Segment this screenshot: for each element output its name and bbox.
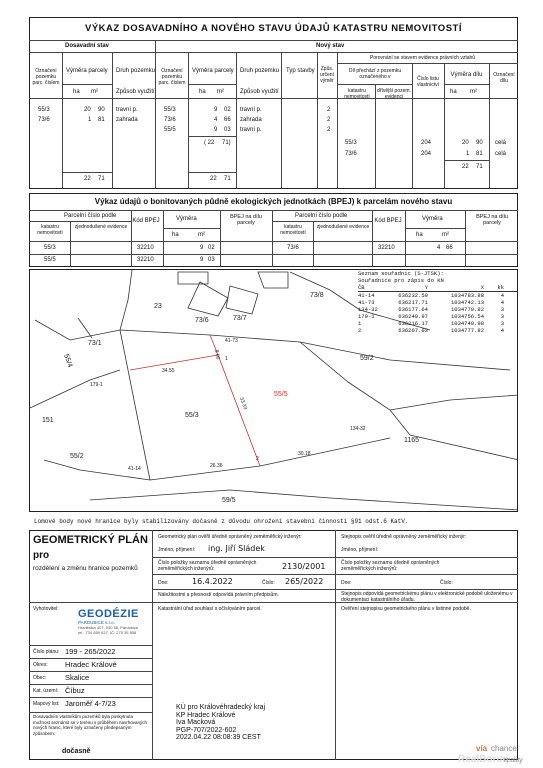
new-col-building: Typ stavby — [286, 68, 315, 74]
bpej-col-ha: ha — [172, 232, 179, 238]
table-cell: 32210 — [137, 257, 154, 263]
permit-label: Číslo položky seznamu úředně oprávněných zeměměřických inženýrů: — [158, 560, 257, 572]
table-cell: 66 — [224, 117, 231, 123]
table-cell: 55/5 — [164, 127, 176, 133]
stamp-line: KÚ pro Královéhradecký kraj — [176, 704, 266, 711]
plan-field-value: Jaroměř 4-7/23 — [65, 699, 116, 708]
map-label: 59/2 — [360, 355, 374, 362]
old-col-parcel: Označení pozemku parc. číslem — [32, 68, 60, 86]
table-cell: 55/3 — [345, 140, 357, 146]
company-tel: tel.: 734 859 637, IČ: 275 35 858 — [78, 630, 137, 635]
cmp-col-kn: katastru nemovitostí — [344, 88, 370, 100]
table-cell: 55/5 — [44, 257, 56, 263]
cmp-col-lv: Číslo listu vlastnictví — [417, 76, 439, 88]
table-cell: 20 — [462, 140, 469, 146]
page-title: VÝKAZ DOSAVADNÍHO A NOVÉHO STAVU ÚDAJŮ KATASTRU NEMOVITOSTÍ — [85, 23, 462, 34]
bpej-col-area: Výměra — [422, 216, 443, 222]
copy-certified: Stejnopis ověřil úředně oprávněný zeměměřický inženýr: — [341, 534, 467, 540]
disclaimer: Dosavadním vlastníkům pozemků byla poskytnuta možnost seznámit se v terénu s průběhem navrhovaných nových hranic, které byly označeny předepsaným způsobem: — [33, 714, 148, 736]
new-state-label: Nový stav — [316, 43, 345, 49]
coords-cell: 1034749.98 — [450, 320, 484, 327]
bpej-col-parcel: Parcelní číslo podle — [295, 213, 348, 219]
bpej-col-simple: zjednodušené evidence — [316, 224, 370, 230]
table-cell: 2 — [327, 117, 331, 123]
map-label: 55/3 — [185, 412, 199, 419]
stamp-line: 2022.04.22 08:08:39 CEST — [176, 734, 261, 741]
map-label: 1165 — [404, 437, 420, 444]
coords-cell: 41-14 — [358, 292, 375, 299]
copy-number-label: Číslo: — [440, 580, 453, 586]
coords-cell: 3 — [500, 306, 504, 313]
plan-fields — [29, 645, 152, 710]
table-cell: 55/3 — [164, 107, 176, 113]
table-cell: 73/6 — [38, 117, 50, 123]
stamp-line: PGP-707/2022-602 — [176, 726, 237, 734]
plan-field — [29, 697, 152, 710]
table-cell: 03 — [224, 127, 231, 133]
map-label: 41-73 — [225, 338, 238, 344]
bpej-col-kn: katastru nemovitostí — [37, 224, 63, 236]
coords-cell: 636216.17 — [398, 320, 428, 327]
company-name: GEODÉZIE — [78, 608, 139, 620]
table-cell: 73/6 — [287, 245, 299, 251]
copy-date-label: Dne: — [341, 580, 352, 586]
old-col-use: Způsob využití — [116, 89, 155, 95]
coords-rows — [358, 292, 518, 334]
old-col-kind: Druh pozemku — [116, 68, 156, 74]
coords-cell: 636177.64 — [398, 306, 428, 313]
map-label: 2 — [256, 456, 259, 462]
bpej-col-area: Výměra — [176, 216, 197, 222]
map-label: 73/6 — [195, 317, 209, 324]
new-paren-m2a: ( 22 — [204, 140, 215, 146]
cmp-total-m2a: 22 — [462, 164, 469, 170]
table-cell: 90 — [476, 140, 483, 146]
table-cell: 2 — [327, 127, 331, 133]
bpej-col-part: BPEJ na dílu parcely — [476, 214, 508, 226]
coords-cell: 636232.50 — [398, 292, 428, 299]
map-note: Lomové body nové hranice byly stabilizovány dočasně z důvodu ohrožení stavební činností §91 odst.6 KatV. — [34, 518, 409, 525]
bpej-col-parcel: Parcelní číslo podle — [64, 213, 117, 219]
new-col-area: Výměra parcely — [192, 68, 234, 74]
coords-cell: 4 — [500, 292, 504, 299]
map-label: 55/2 — [70, 453, 84, 460]
old-total-m2b: 71 — [98, 176, 105, 182]
plan-title: GEOMETRICKÝ PLÁN — [33, 534, 148, 546]
cmp-col-area: Výměra dílu — [450, 72, 483, 78]
table-cell: 4 — [214, 117, 218, 123]
map-label: 1 — [225, 356, 228, 362]
watermark-part: reality — [504, 757, 523, 764]
table-cell: celá — [495, 151, 507, 157]
coords-cell: 3 — [500, 320, 504, 327]
coords-row — [358, 299, 518, 306]
company-logo — [78, 608, 150, 640]
coords-cell: 2 — [358, 327, 362, 334]
plan-field — [29, 671, 152, 684]
table-cell: 20 — [84, 107, 91, 113]
name-label: Jméno, příjmení: — [158, 547, 196, 553]
copy-agreed: Ověření stejnopisu geometrického plánu v listinné podobě. — [341, 606, 471, 612]
coords-col: X — [480, 284, 484, 291]
coords-cell: 1 — [358, 320, 362, 327]
map-label: 151 — [42, 417, 54, 424]
bpej-col-ha: ha — [416, 232, 423, 238]
coords-col: kk — [497, 284, 504, 291]
map-label: 73/1 — [88, 340, 102, 347]
coords-cell: 1034783.88 — [450, 292, 484, 299]
bpej-col-code: Kód BPEJ — [374, 218, 402, 224]
table-cell: travní p. — [240, 107, 262, 113]
map-label: 33.33 — [238, 396, 249, 411]
permit-value: 2130/2001 — [282, 562, 326, 571]
map-label: 23 — [154, 303, 162, 310]
coords-cell: 3 — [500, 313, 504, 320]
table-cell: 1 — [466, 151, 470, 157]
plan-field — [29, 658, 152, 671]
table-cell: 02 — [224, 107, 231, 113]
number-value: 265/2022 — [285, 577, 324, 586]
number-label: Číslo: — [262, 580, 275, 586]
plan-field-label: Kat. území: — [33, 688, 59, 694]
table-cell: zahrada — [116, 117, 138, 123]
bpej-col-m2: m² — [198, 232, 205, 238]
watermark-part: RealBoruq — [458, 754, 509, 765]
map-label: 26.36 — [210, 463, 223, 469]
coords-col: ČB — [358, 284, 365, 291]
bpej-title: Výkaz údajů o bonitovaných půdně ekologických jednotkách (BPEJ) k parcelám nového stavu — [94, 197, 453, 206]
map-label: 55/4 — [62, 353, 74, 369]
table-cell: travní p. — [116, 107, 138, 113]
coords-row — [358, 292, 518, 299]
table-cell: 204 — [421, 140, 432, 146]
map-label: 30.18 — [298, 451, 311, 457]
watermark-part: vía — [476, 744, 488, 753]
table-cell: 81 — [98, 117, 105, 123]
certified-by: Geometrický plán ověřil úředně oprávněný zeměměřický inženýr: — [158, 534, 302, 540]
plan-field-label: Mapový list: — [33, 701, 60, 707]
table-cell: 2 — [327, 107, 331, 113]
table-cell: 73/6 — [164, 117, 176, 123]
digital-stamp — [176, 704, 326, 742]
new-col-ha: ha — [199, 89, 206, 95]
coords-row — [358, 320, 518, 327]
plan-field — [29, 684, 152, 697]
plan-purpose: rozdělení a změnu hranice pozemků — [33, 565, 138, 572]
cmp-total-m2b: 71 — [476, 164, 483, 170]
table-cell: travní p. — [240, 127, 262, 133]
map-label: 34.55 — [162, 368, 175, 374]
coordinates-list — [358, 270, 518, 334]
map-label: 134-32 — [350, 426, 366, 432]
old-state-label: Dosavadní stav — [65, 43, 110, 49]
stamp-line: KP Hradec Králové — [176, 711, 236, 719]
map-label: 55/5 — [274, 391, 288, 398]
table-cell: 55/3 — [44, 245, 56, 251]
maker-label: Vyhotovitel: — [33, 606, 59, 612]
coords-cell: 4 — [500, 327, 504, 334]
date-label: Dne: — [158, 580, 169, 586]
table-cell: 03 — [208, 257, 215, 263]
table-cell: 90 — [98, 107, 105, 113]
bpej-col-m2: m² — [442, 232, 449, 238]
plan-field-label: Číslo plánu: — [33, 649, 60, 655]
table-cell: 73/6 — [345, 151, 357, 157]
map-label: 59/5 — [222, 497, 236, 504]
table-cell: celá — [495, 140, 507, 146]
new-col-parcel: Označení pozemku parc. číslem — [158, 68, 186, 86]
bpej-col-part: BPEJ na dílu parcely — [230, 214, 262, 226]
comparison-label: Porovnání se stavem evidence právních vztahů — [370, 55, 476, 61]
copy-permit-label: Číslo položky seznamu úředně oprávněných zeměměřických inženýrů: — [341, 560, 440, 572]
cmp-col-part: Označení dílu — [493, 72, 515, 84]
table-cell: 55/3 — [38, 107, 50, 113]
coords-col: Y — [424, 284, 428, 291]
new-col-use: Způsob využití — [240, 89, 279, 95]
plan-field-value: Číbuz — [65, 686, 85, 695]
table-cell: 32210 — [378, 245, 395, 251]
coords-cell: 179-1 — [358, 313, 375, 320]
stamp-line: Iva Macková — [176, 719, 216, 726]
date-value: 16.4.2022 — [192, 577, 233, 586]
company-sub: PARDUBICE s.r.o. — [78, 620, 115, 625]
new-col-method: Způs. určení výměr — [320, 66, 334, 84]
copy-note: Stejnopis odpovídá geometrickému plánu v elektronické podobě uloženému v dokumentaci katastrálního úřadu. — [341, 591, 513, 603]
cmp-col-m2: m² — [470, 89, 477, 95]
table-cell: 204 — [421, 151, 432, 157]
coords-row — [358, 306, 518, 313]
watermark-part: chance — [491, 744, 517, 753]
map-label: 73/7 — [233, 315, 247, 322]
company-addr: Hradlistka 407, 530 56, Pardubice — [78, 625, 139, 630]
coords-cell: 636207.03 — [398, 327, 428, 334]
coords-cell: 41-73 — [358, 299, 375, 306]
table-cell: 9 — [200, 245, 204, 251]
copy-name-label: Jméno, příjmení: — [341, 547, 379, 553]
plan-field-value: Hradec Králové — [65, 660, 117, 669]
bpej-col-simple: zjednodušené evidence — [74, 224, 128, 230]
new-paren-m2b: 71) — [222, 140, 231, 146]
old-col-m2: m² — [91, 89, 98, 95]
plan-field-label: Okres: — [33, 662, 48, 668]
cmp-col-ha: ha — [450, 89, 457, 95]
table-cell: 66 — [446, 245, 453, 251]
table-cell: 32210 — [137, 245, 154, 251]
coords-row — [358, 327, 518, 334]
map-frame — [29, 269, 518, 512]
old-col-ha: ha — [73, 89, 80, 95]
bpej-col-kn: katastru nemovitostí — [280, 224, 306, 236]
agreed-text: Katastrální úřad souhlasí s očíslováním parcel. — [158, 606, 262, 612]
table-cell: 81 — [476, 151, 483, 157]
coords-cell: 636217.71 — [398, 299, 428, 306]
coords-cell: 1034756.54 — [450, 313, 484, 320]
plan-field-value: 199 - 265/2022 — [65, 647, 116, 656]
map-label: 8.00 — [213, 349, 221, 360]
coords-subtitle: Souřadnice pro zápis do KN — [358, 277, 444, 284]
plan-field — [29, 645, 152, 658]
plan-field-value: Skalice — [65, 673, 90, 682]
map-label: 73/8 — [310, 292, 324, 299]
table-cell: zahrada — [240, 117, 262, 123]
table-cell: 9 — [214, 127, 218, 133]
coords-cell: 1034742.13 — [450, 299, 484, 306]
coords-cell: 636249.97 — [398, 313, 428, 320]
watermark-logo — [458, 744, 543, 768]
map-label: 179-1 — [90, 382, 103, 388]
coords-header — [358, 284, 518, 292]
coords-cell: 134-32 — [358, 306, 378, 313]
new-total-m2a: 22 — [210, 176, 217, 182]
plan-field-label: Obec: — [33, 675, 47, 681]
plan-pro: pro — [33, 550, 50, 561]
table-cell: 02 — [208, 245, 215, 251]
coords-cell: 1034777.82 — [450, 327, 484, 334]
old-col-area: Výměra parcely — [66, 68, 108, 74]
map-label: 41-14 — [128, 466, 141, 472]
table-cell: 9 — [200, 257, 204, 263]
marking: dočasně — [62, 748, 91, 755]
cmp-col-old: dřívější pozem. evidenci — [377, 88, 411, 100]
table-cell: 4 — [437, 245, 441, 251]
coords-title: Seznam souřadnic (S-JTSK): — [358, 270, 444, 277]
name-value: ing. Jiří Sládek — [208, 544, 265, 553]
coords-row — [358, 313, 518, 320]
table-cell: 1 — [88, 117, 92, 123]
new-col-kind: Druh pozemku — [240, 68, 280, 74]
bpej-col-code: Kód BPEJ — [132, 218, 160, 224]
new-col-m2: m² — [217, 89, 224, 95]
cmp-col-from: Díl přechází z pozemku označeného v — [348, 68, 402, 80]
old-total-m2a: 22 — [84, 176, 91, 182]
coords-cell: 4 — [500, 299, 504, 306]
accuracy-text: Náležitostmi a přesností odpovídá právním předpisům. — [158, 592, 279, 598]
coords-cell: 1034770.82 — [450, 306, 484, 313]
table-cell: 9 — [214, 107, 218, 113]
new-total-m2b: 71 — [224, 176, 231, 182]
